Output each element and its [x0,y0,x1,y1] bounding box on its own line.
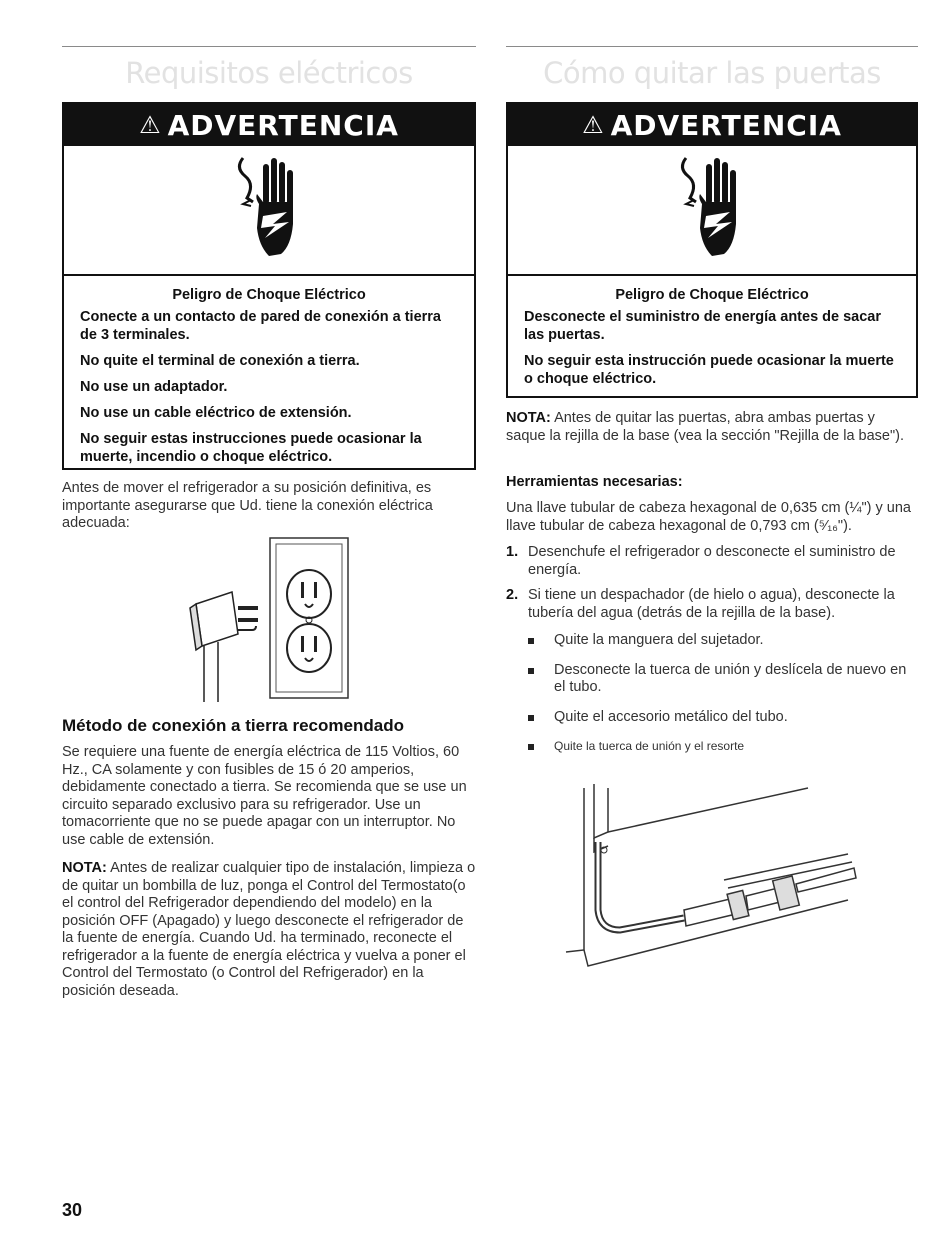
list-item [528,709,918,727]
intro-paragraph: Antes de mover el refrigerador a su posición definitiva, es importante asegurarse que Ud. tiene la conexión eléctrica adecuada: [62,480,433,531]
note-paragraph [506,410,918,445]
bullet-text: Quite el accesorio metálico del tubo. [554,708,788,725]
note-text: Antes de realizar cualquier tipo de instalación, limpieza o de quitar un bombilla de luz, ponga el Control del Termostato(o el control del Refrigerador dependiendo del modelo) en la posición OFF (Apagado) y luego desconecte el refrigerador de la fuente de energía. Cuando Ud. ha terminado, reconecte el refrigerador a la fuente de energía eléctrica y vuelva a poner el Control del Termostato (o Control del Refrigerador) en la posición deseada. [62,860,476,999]
warning-line: No seguir estas instrucciones puede ocasionar la muerte, incendio o choque eléctrico. [80,431,422,465]
warning-body [64,276,474,476]
page-number: 30 [62,1200,83,1220]
bullet-icon [528,638,534,644]
list-item [506,587,918,622]
method-heading: Método de conexión a tierra recomendado [62,716,404,735]
bullet-text: Desconecte la tuerca de unión y deslícela de nuevo en el tubo. [554,661,907,695]
warning-box [62,102,476,470]
substeps-list [528,632,918,768]
bullet-text: Quite la manguera del sujetador. [554,632,764,648]
warning-line: No use un cable eléctrico de extensión. [80,405,352,421]
warning-header-label: ADVERTENCIA [167,108,399,142]
step-text: Desenchufe el refrigerador o desconecte el suministro de energía. [528,544,896,578]
section-rule [506,46,918,47]
bullet-icon [528,715,534,721]
note-paragraph [62,860,476,1000]
note-text: Antes de quitar las puertas, abra ambas puertas y saque la rejilla de la base (vea la sección "Rejilla de la base"). [506,410,904,444]
warning-line: No quite el terminal de conexión a tierra. [80,353,360,369]
bullet-icon [528,668,534,674]
list-item [528,632,918,650]
electric-shock-hand-icon [672,154,752,266]
warning-line: Conecte a un contacto de pared de conexión a tierra de 3 terminales. [80,309,441,343]
warning-lead: Peligro de Choque Eléctrico [172,287,366,303]
electric-shock-hand-icon [229,154,309,266]
bullet-icon [528,744,534,750]
warning-triangle-icon: ⚠ [582,111,605,139]
bullet-text: Quite la tuerca de unión y el resorte [554,739,745,753]
warning-header-label: ADVERTENCIA [610,108,842,142]
tools-heading: Herramientas necesarias: [506,474,683,490]
warning-header [508,104,916,146]
grounded-outlet-plug-illustration [182,534,352,706]
shock-hazard-figure [508,146,916,276]
step-number: 2. [506,587,519,603]
tools-paragraph: Una llave tubular de cabeza hexagonal de 0,635 cm (¼") y una llave tubular de cabeza hexagonal de 0,793 cm (⁵⁄₁₆"). [506,500,911,534]
warning-header [64,104,474,146]
method-paragraph: Se requiere una fuente de energía eléctrica de 115 Voltios, 60 Hz., CA solamente y con fusibles de 15 ó 20 amperios, debidamente conectado a tierra. Se recomienda que se use un circuito separado exclusivo para su refrigerador. Use un tomacorriente que no se puede apagar con un interruptor. No use cable de extensión. [62,744,467,848]
warning-box [506,102,918,398]
section-title: Cómo quitar las puertas [543,56,881,90]
note-label: NOTA: [506,410,551,426]
warning-triangle-icon: ⚠ [139,111,162,139]
shock-hazard-figure [64,146,474,276]
step-text: Si tiene un despachador (de hielo o agua), desconecte la tubería del agua (detrás de la rejilla de la base). [528,587,895,621]
warning-lead: Peligro de Choque Eléctrico [615,287,809,303]
list-item [506,544,918,579]
step-number: 1. [506,544,519,560]
section-title: Requisitos eléctricos [125,56,413,90]
water-line-connection-illustration [564,780,864,980]
warning-line: No use un adaptador. [80,379,228,395]
list-item [528,738,918,756]
section-rule [62,46,476,47]
warning-line: No seguir esta instrucción puede ocasionar la muerte o choque eléctrico. [524,353,894,387]
list-item [528,662,918,697]
warning-body [508,276,916,398]
steps-list [506,544,918,630]
note-label: NOTA: [62,860,107,876]
warning-line: Desconecte el suministro de energía antes de sacar las puertas. [524,309,882,343]
